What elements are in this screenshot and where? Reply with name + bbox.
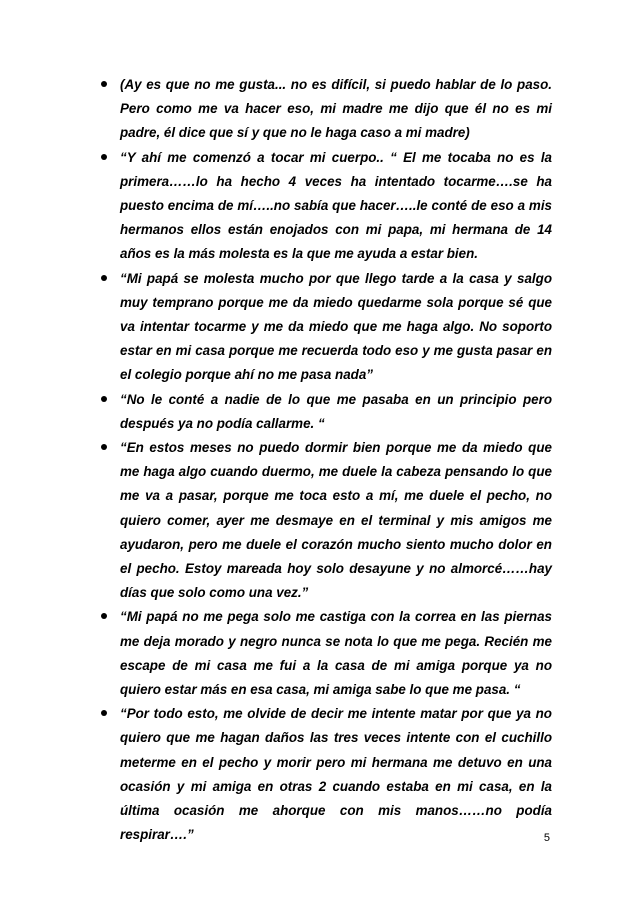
page-number: 5 bbox=[543, 832, 550, 844]
bullet-icon bbox=[101, 710, 107, 716]
paragraph-text: “No le conté a nadie de lo que me pasaba en un principio pero después ya no podía callarme. “ bbox=[120, 391, 552, 431]
list-item bbox=[98, 73, 552, 146]
list-item bbox=[98, 267, 552, 388]
bullet-icon bbox=[101, 275, 107, 281]
bullet-icon bbox=[101, 81, 107, 87]
paragraph-text: “Y ahí me comenzó a tocar mi cuerpo.. “ El me tocaba no es la primera……lo ha hecho 4 veces ha intentado tocarme….se ha puesto encima de mí…..no sabía que hacer…..le conté de eso a mis hermanos ellos están enojados con mi papa, mi hermana de 14 años es la más molesta es la que me ayuda a estar bien. bbox=[120, 149, 552, 262]
testimony-bullet-list bbox=[98, 73, 552, 848]
paragraph-text: “Mi papá no me pega solo me castiga con la correa en las piernas me deja morado y negro nunca se nota lo que me pega. Recién me escape de mi casa me fui a la casa de mi amiga porque ya no quiero estar más en esa casa, mi amiga sabe lo que me pasa. “ bbox=[120, 609, 552, 698]
list-item bbox=[98, 605, 552, 702]
list-item bbox=[98, 388, 552, 436]
paragraph-text: (Ay es que no me gusta... no es difícil, si puedo hablar de lo paso. Pero como me va hacer eso, mi madre me dijo que él no es mi padre, él dice que sí y que no le haga caso a mi madre) bbox=[120, 77, 552, 141]
bullet-icon bbox=[101, 154, 107, 160]
list-item bbox=[98, 436, 552, 605]
paragraph-text: “Mi papá se molesta mucho por que llego tarde a la casa y salgo muy temprano porque me da miedo quedarme sola porque sé que va intentar tocarme y me da miedo que me haga algo. No soporto estar en mi casa porque me recuerda todo eso y me gusta pasar en el colegio porque ahí no me pasa nada” bbox=[120, 270, 552, 383]
list-item bbox=[98, 146, 552, 267]
paragraph-text: “Por todo esto, me olvide de decir me intente matar por que ya no quiero que me hagan daños las tres veces intente con el cuchillo meterme en el pecho y morir pero mi hermana me detuvo en una ocasión y mi amiga en otras 2 cuando estaba en mi casa, en la última ocasión me ahorque con mis manos……no podía respirar….” bbox=[120, 706, 552, 843]
bullet-icon bbox=[101, 613, 107, 619]
bullet-icon bbox=[101, 396, 107, 402]
list-item bbox=[98, 702, 552, 847]
paragraph-text: “En estos meses no puedo dormir bien porque me da miedo que me haga algo cuando duermo, me duele la cabeza pensando lo que me va a pasar, porque me toca esto a mí, me duele el pecho, no quiero comer, ayer me desmaye en el terminal y mis amigos me ayudaron, pero me duele el corazón mucho siento mucho dolor en el pecho. Estoy mareada hoy solo desayune y no almorcé……hay días que solo como una vez.” bbox=[120, 440, 552, 601]
bullet-icon bbox=[101, 444, 107, 450]
